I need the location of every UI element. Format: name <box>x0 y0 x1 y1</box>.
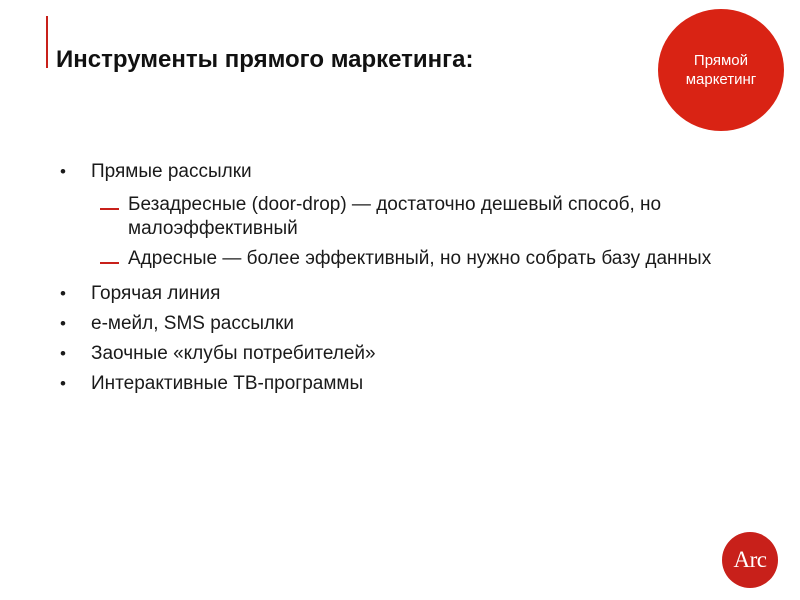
sub-bullet-text: Безадресные (door-drop) — достаточно дешевый способ, но малоэффективный <box>128 194 662 239</box>
bullet-item <box>60 339 740 369</box>
bullet-item <box>60 157 740 187</box>
bullet-marker: • <box>60 162 66 181</box>
dash-marker <box>100 208 119 210</box>
bullet-text: е-мейл, SMS рассылки <box>91 313 295 334</box>
badge-line-2: маркетинг <box>685 71 757 88</box>
bullet-text: Прямые рассылки <box>91 161 252 182</box>
badge-text <box>686 51 757 89</box>
bullet-text: Интерактивные ТВ-программы <box>91 373 364 394</box>
bullet-list <box>60 157 740 399</box>
bullet-item <box>60 309 740 339</box>
bullet-marker: • <box>60 374 66 393</box>
bullet-text: Заочные «клубы потребителей» <box>91 343 376 364</box>
bullet-item <box>60 369 740 399</box>
dash-marker <box>100 262 119 264</box>
sub-bullet-item <box>100 247 740 271</box>
arc-logo <box>722 532 778 588</box>
bullet-marker: • <box>60 284 66 303</box>
bullet-text: Горячая линия <box>91 283 221 304</box>
bullet-marker: • <box>60 314 66 333</box>
sub-bullet-item <box>100 193 740 241</box>
title-accent-line <box>46 16 48 68</box>
topic-badge <box>658 9 784 131</box>
slide-title: Инструменты прямого маркетинга: <box>56 46 474 73</box>
bullet-marker: • <box>60 344 66 363</box>
logo-text: Arc <box>733 547 767 572</box>
bullet-item <box>60 279 740 309</box>
sub-bullet-text: Адресные — более эффективный, но нужно собрать базу данных <box>128 248 712 269</box>
sub-bullet-list <box>60 193 740 271</box>
badge-line-1: Прямой <box>693 52 749 69</box>
